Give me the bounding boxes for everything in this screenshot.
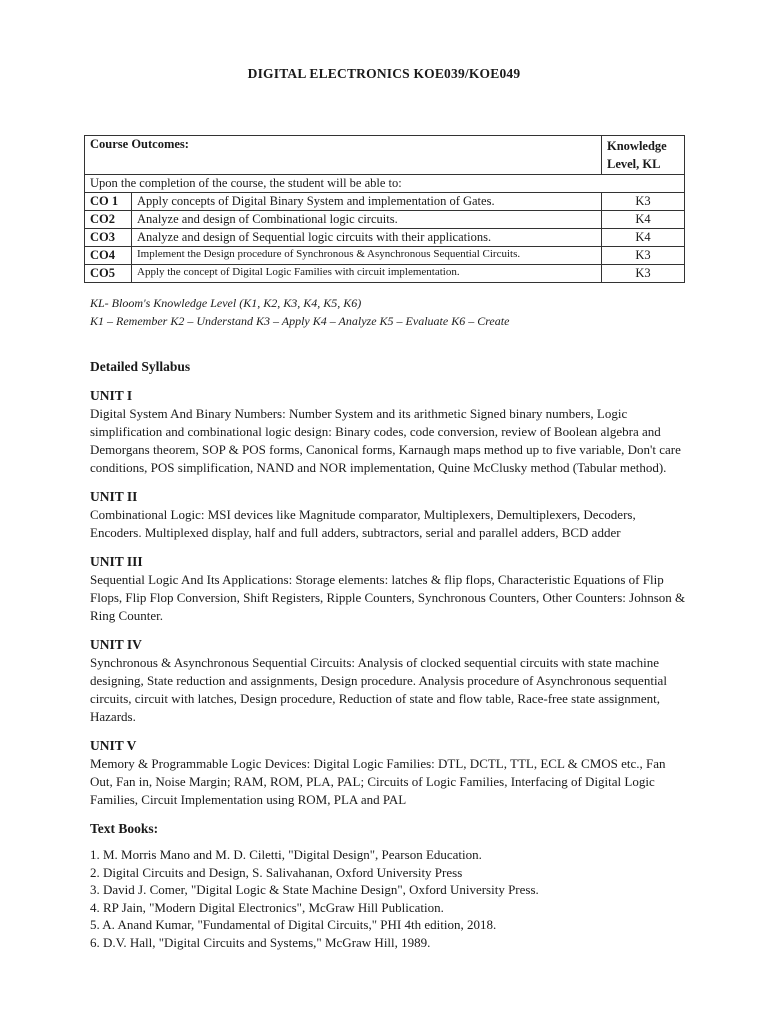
co-knowledge-level: K4 bbox=[602, 229, 685, 247]
unit-section bbox=[90, 636, 690, 726]
co-knowledge-level: K4 bbox=[602, 211, 685, 229]
unit-section bbox=[90, 553, 690, 625]
co-code: CO5 bbox=[85, 265, 132, 283]
knowledge-level-notes bbox=[90, 294, 509, 330]
table-row bbox=[85, 193, 685, 211]
text-books-heading: Text Books: bbox=[90, 821, 159, 836]
co-description: Analyze and design of Sequential logic circuits with their applications. bbox=[132, 229, 602, 247]
kl-levels: K1 – Remember K2 – Understand K3 – Apply K4 – Analyze K5 – Evaluate K6 – Create bbox=[90, 314, 510, 328]
co-description: Apply the concept of Digital Logic Families with circuit implementation. bbox=[132, 265, 602, 283]
text-books-list bbox=[90, 846, 690, 951]
list-item: 6. D.V. Hall, "Digital Circuits and Systems," McGraw Hill, 1989. bbox=[90, 934, 431, 950]
table-row bbox=[85, 247, 685, 265]
list-item: 3. David J. Comer, "Digital Logic & State Machine Design", Oxford University Press. bbox=[90, 882, 539, 897]
unit-section bbox=[90, 737, 690, 809]
co-knowledge-level: K3 bbox=[602, 193, 685, 211]
unit-text: Combinational Logic: MSI devices like Magnitude comparator, Multiplexers, Demultiplexers, Decoders, Encoders. Multiplexed display, half and full adders, subtractors, serial and parallel adders, BCD adder bbox=[90, 507, 636, 540]
unit-text: Digital System And Binary Numbers: Number System and its arithmetic Signed binary numbers, Logic simplification and combinational logic design: Binary codes, code conversion, review of Boolean algebra and Demorgans theorem, SOP & POS forms, Canonical forms, Karnaugh maps method up to five variable, Don't care conditions, POS simplification, NAND and NOR implementation, Quine McClusky method (Tabular method). bbox=[90, 406, 681, 475]
co-knowledge-level: K3 bbox=[602, 247, 685, 265]
course-outcomes-intro: Upon the completion of the course, the student will be able to: bbox=[85, 175, 685, 193]
unit-title: UNIT IV bbox=[90, 637, 142, 652]
co-code: CO3 bbox=[85, 229, 132, 247]
co-code: CO4 bbox=[85, 247, 132, 265]
knowledge-level-header: Knowledge Level, KL bbox=[602, 136, 685, 175]
list-item: 5. A. Anand Kumar, "Fundamental of Digital Circuits," PHI 4th edition, 2018. bbox=[90, 917, 497, 932]
co-code: CO2 bbox=[85, 211, 132, 229]
syllabus-heading: Detailed Syllabus bbox=[90, 359, 191, 374]
unit-title: UNIT V bbox=[90, 738, 137, 753]
unit-text: Sequential Logic And Its Applications: Storage elements: latches & flip flops, Characteristic Equations of Flip Flops, Flip Flop Conversion, Shift Registers, Ripple Counters, Synchronous Counters, Other Counters: Johnson & Ring Counter. bbox=[90, 572, 686, 623]
unit-text: Synchronous & Asynchronous Sequential Circuits: Analysis of clocked sequential circuits with state machine designing, State reduction and assignments, Design procedure. Analysis procedure of Asynchronous sequential circuits, circuit with latches, Design procedure, Reduction of state and flow table, Race-free state assignment, Hazards. bbox=[90, 655, 667, 724]
unit-text: Memory & Programmable Logic Devices: Digital Logic Families: DTL, DCTL, TTL, ECL & CMOS etc., Fan Out, Fan in, Noise Margin; RAM, ROM, PLA, PAL; Circuits of Logic Families, Interfacing of Digital Logic Families, Circuit Implementation using ROM, PLA and PAL bbox=[90, 756, 666, 807]
course-outcomes-header: Course Outcomes: bbox=[85, 136, 602, 175]
list-item: 1. M. Morris Mano and M. D. Ciletti, "Digital Design", Pearson Education. bbox=[90, 847, 482, 862]
course-outcomes-table bbox=[84, 135, 685, 283]
document-title: DIGITAL ELECTRONICS KOE039/KOE049 bbox=[247, 66, 521, 81]
syllabus-content bbox=[90, 358, 690, 951]
table-intro-row bbox=[85, 175, 685, 193]
list-item: 4. RP Jain, "Modern Digital Electronics", McGraw Hill Publication. bbox=[90, 899, 444, 915]
unit-section bbox=[90, 488, 690, 542]
co-description: Analyze and design of Combinational logic circuits. bbox=[132, 211, 602, 229]
co-description: Apply concepts of Digital Binary System and implementation of Gates. bbox=[132, 193, 602, 211]
table-row bbox=[85, 229, 685, 247]
kl-legend: KL- Bloom's Knowledge Level (K1, K2, K3, K4, K5, K6) bbox=[90, 296, 362, 310]
table-row bbox=[85, 265, 685, 283]
text-books-section bbox=[90, 820, 690, 951]
table-row bbox=[85, 211, 685, 229]
co-knowledge-level: K3 bbox=[602, 265, 685, 283]
unit-section bbox=[90, 387, 690, 477]
list-item: 2. Digital Circuits and Design, S. Salivahanan, Oxford University Press bbox=[90, 864, 463, 880]
co-description: Implement the Design procedure of Synchronous & Asynchronous Sequential Circuits. bbox=[132, 247, 602, 265]
unit-title: UNIT II bbox=[90, 489, 138, 504]
unit-title: UNIT III bbox=[90, 554, 143, 569]
co-code: CO 1 bbox=[85, 193, 132, 211]
unit-title: UNIT I bbox=[90, 388, 133, 403]
table-header-row bbox=[85, 136, 685, 175]
